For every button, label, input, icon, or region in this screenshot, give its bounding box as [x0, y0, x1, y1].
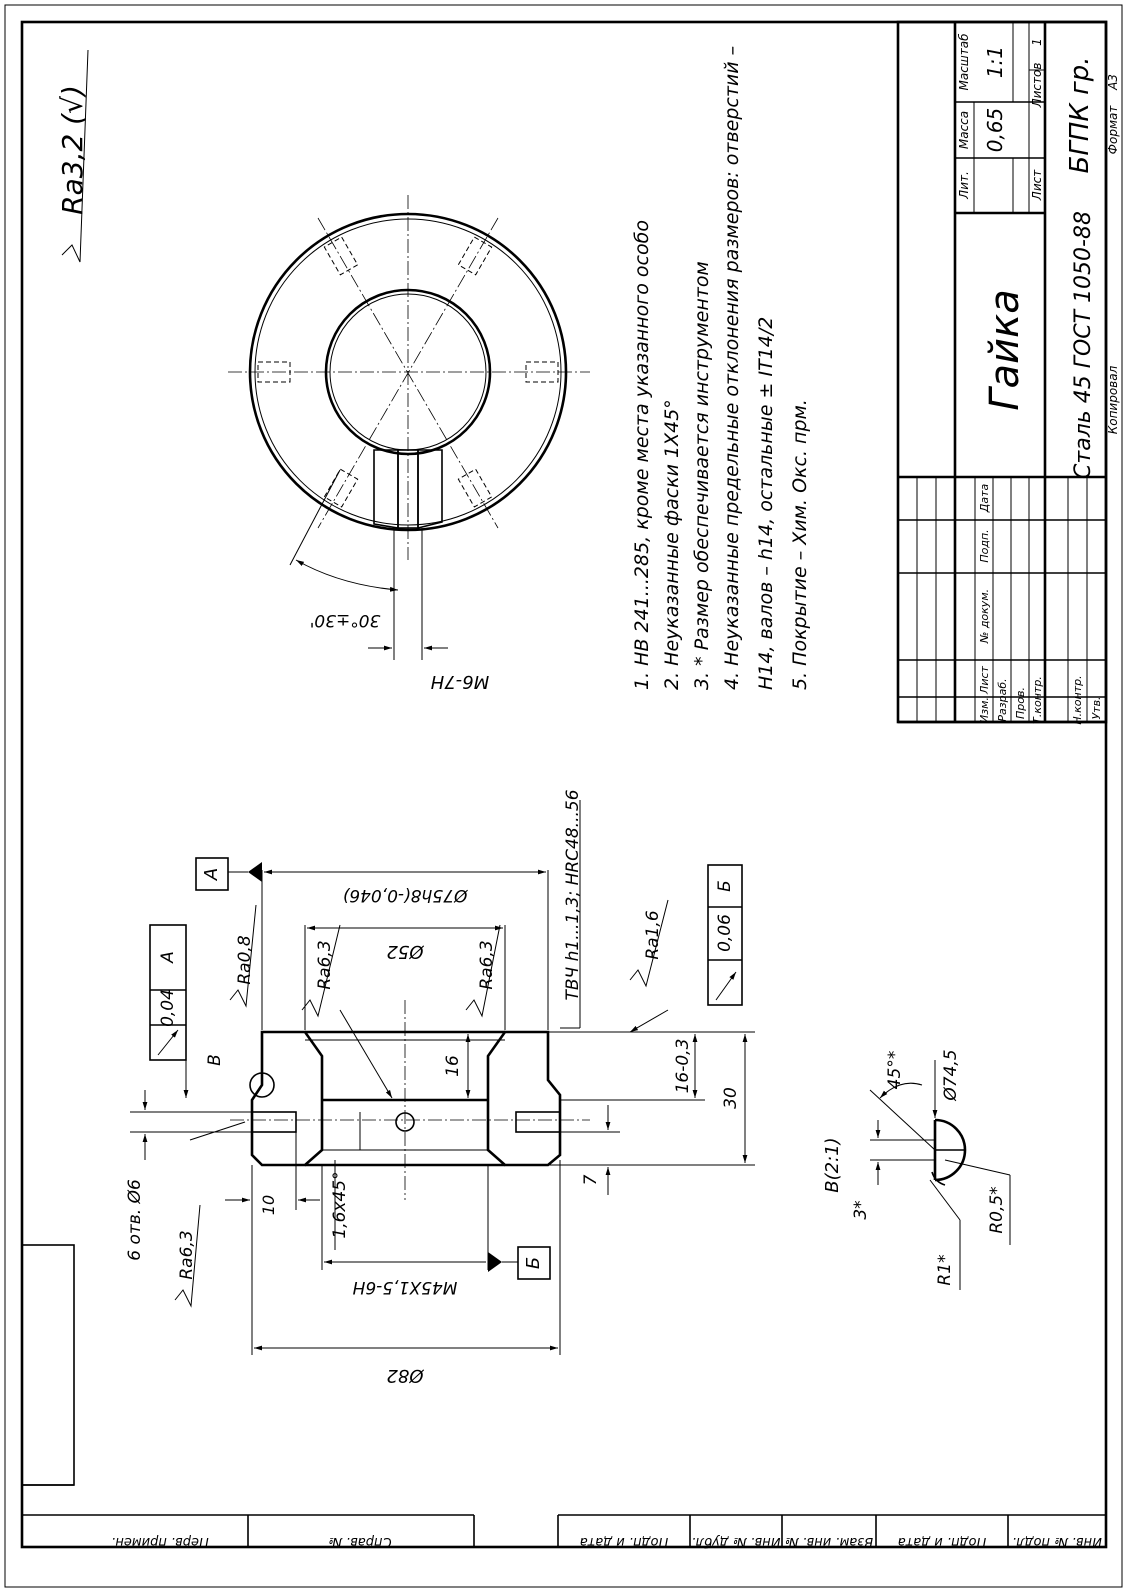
- col-perv-primen: Перв. примен.: [111, 1534, 209, 1549]
- runout-b-base: Б: [715, 880, 735, 892]
- dia-75: Ø75h8(-0,046): [342, 885, 468, 905]
- svg-text:5. Покрытие – Хим. Окс. прм.: 5. Покрытие – Хим. Окс. прм.: [789, 399, 811, 690]
- detail-title: В(2:1): [822, 1137, 843, 1193]
- svg-text:4. Неуказанные предельные откл: 4. Неуказанные предельные отклонения размеров: отверстий –: [721, 45, 743, 690]
- ra-08: Ra0,8: [235, 935, 255, 985]
- row-dev: Разраб.: [996, 678, 1009, 722]
- col-sprav-no: Справ. №: [328, 1534, 392, 1549]
- ra-63-a: Ra6,3: [315, 940, 335, 990]
- svg-text:3. * Размер обеспечивается инс: 3. * Размер обеспечивается инструментом: [691, 261, 713, 690]
- sheets-label: Листов: [1030, 62, 1044, 108]
- detail-r1: R1*: [935, 1254, 955, 1286]
- scale-label: Масштаб: [957, 33, 971, 91]
- col-doc: № докум.: [978, 588, 991, 644]
- copied-label: Копировал: [1106, 365, 1120, 435]
- dia-82: Ø82: [386, 1365, 424, 1386]
- svg-text:Ra3,2 (√): Ra3,2 (√): [56, 85, 89, 215]
- format-label: Формат: [1106, 105, 1120, 155]
- dia-52: Ø52: [386, 941, 424, 962]
- dim-30: 30: [721, 1087, 741, 1109]
- general-roughness: [56, 50, 89, 262]
- col-sheet: Лист: [978, 666, 991, 694]
- lit-label: Лит.: [957, 171, 971, 199]
- svg-text:1. HB 241...285, кроме места у: 1. HB 241...285, кроме места указанного особо: [631, 220, 653, 690]
- detail-dia: Ø74,5: [941, 1049, 961, 1101]
- detail-angle: 45°*: [885, 1050, 905, 1090]
- col-podp-data-1: Подп. и дата: [579, 1534, 669, 1549]
- format-value: А3: [1106, 74, 1120, 90]
- runout-a-value: 0,04: [158, 989, 178, 1027]
- col-change: Изм.: [978, 697, 991, 723]
- row-check: Пров.: [1014, 687, 1027, 719]
- thread-m6: M6-7H: [430, 671, 490, 692]
- base-b: Б: [523, 1256, 544, 1270]
- base-a: А: [201, 867, 222, 881]
- angle-30: 30°±30': [309, 610, 381, 630]
- detail-mark-b: В: [205, 1054, 225, 1066]
- runout-a-base: А: [158, 951, 178, 963]
- detail-3: 3*: [851, 1200, 871, 1220]
- mass-value: 0,65: [983, 107, 1007, 153]
- svg-text:H14, валов – h14, остальные ±: H14, валов – h14, остальные ± IT14/2: [755, 316, 777, 690]
- mass-label: Масса: [957, 110, 971, 150]
- row-approve: Утв.: [1090, 696, 1103, 720]
- col-inv-podl: Инв. № подл.: [1012, 1534, 1102, 1549]
- sheets-value: 1: [1030, 38, 1044, 46]
- dim-16-tol: 16-0,3: [673, 1038, 693, 1094]
- technical-notes: [631, 46, 811, 690]
- dim-16: 16: [443, 1055, 463, 1077]
- left-side-box: [22, 1245, 74, 1485]
- col-inv-dubl: Инв. № дубл.: [691, 1534, 781, 1549]
- organization: БГПК гр.: [1065, 56, 1095, 174]
- col-date: Дата: [978, 483, 991, 513]
- ra-16: Ra1,6: [643, 910, 663, 960]
- dim-7: 7: [581, 1174, 601, 1186]
- thread-m45: M45X1,5-6H: [352, 1277, 458, 1297]
- scale-value: 1:1: [983, 45, 1007, 79]
- section-view: [125, 789, 755, 1386]
- material: Сталь 45 ГОСТ 1050-88: [1071, 211, 1096, 479]
- ra-holes: Ra6,3: [177, 1230, 197, 1280]
- part-name: Гайка: [982, 289, 1028, 411]
- detail-r05: R0,5*: [987, 1186, 1007, 1234]
- col-vzam-inv: Взам. инв. №: [784, 1534, 874, 1549]
- chamfer: 1,6х45°: [330, 1171, 350, 1239]
- row-ncontrol: Н.контр.: [1071, 675, 1084, 725]
- inner-frame: [22, 22, 1106, 1547]
- hardening: ТВЧ h1...1,3; HRC48...56: [563, 789, 583, 1001]
- top-view: [228, 195, 590, 692]
- col-podp-data-2: Подп. и дата: [897, 1534, 987, 1549]
- sheet-label: Лист: [1030, 169, 1044, 201]
- holes-6: 6 отв. Ø6: [125, 1179, 145, 1261]
- detail-view: [822, 1049, 1010, 1290]
- runout-b-value: 0,06: [715, 914, 735, 952]
- col-sign: Подп.: [978, 529, 991, 563]
- svg-text:2. Неуказанные фаски 1Х45°: 2. Неуказанные фаски 1Х45°: [661, 399, 683, 690]
- ra-63-b: Ra6,3: [477, 940, 497, 990]
- row-tcontrol: Т.контр.: [1031, 676, 1044, 724]
- dim-10: 10: [259, 1194, 278, 1216]
